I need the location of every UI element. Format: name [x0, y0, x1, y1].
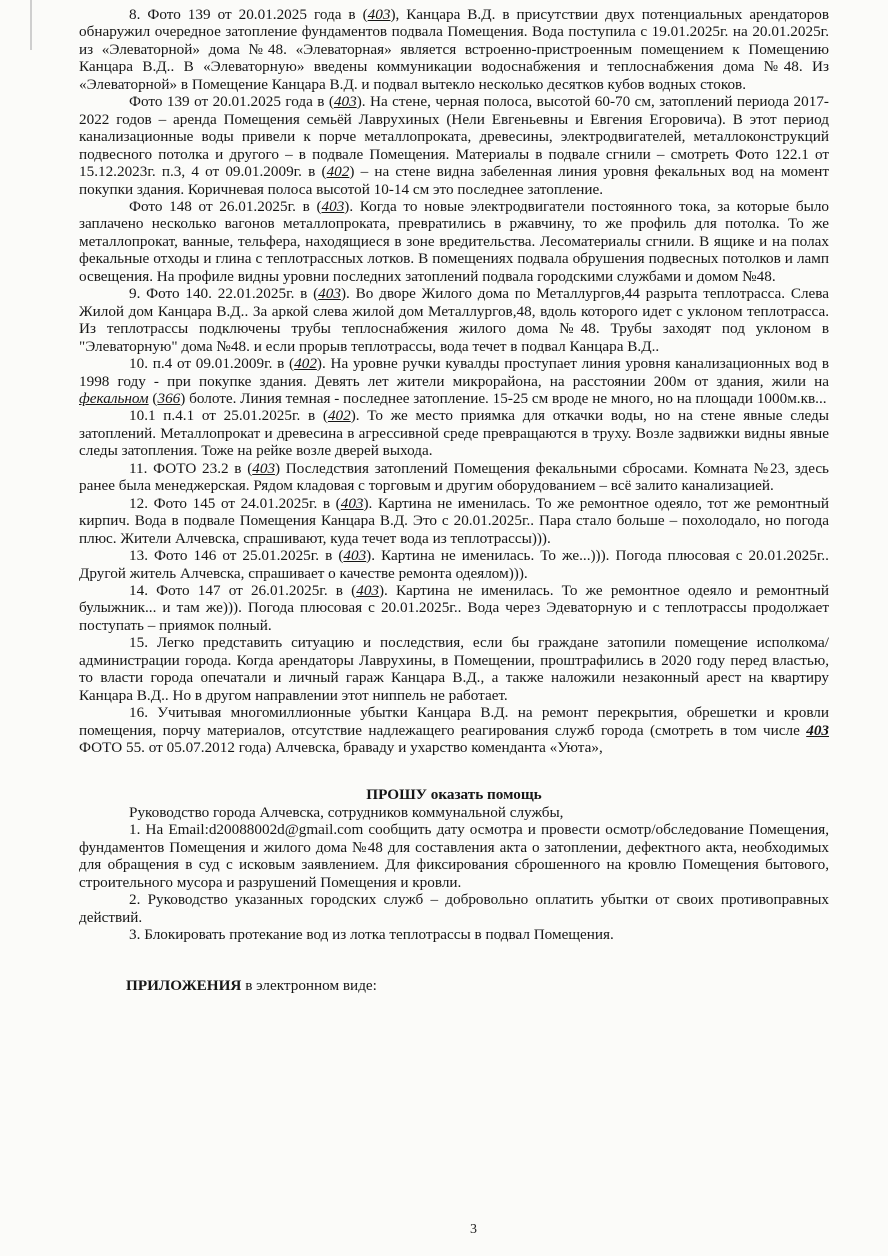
- paragraph-text: ). Когда то новые электродвигатели постоянного тока, за которые было заплачено несколько вагонов металлопроката, превратились в ржавчину, то же профиль для потолка. То же металлопрокат, ванные, тельфера, находящиеся в зоне вредительства. Лесоматериалы сгнили. В ящике и на полах фекальные отходы и глина с теплотрассных лотков. В помещениях подвала обрушения подвесных потолков и ламп освещения. На профиле видны уровни последних затоплений подвала городскими службами и домом №48.: [79, 197, 829, 285]
- photo-reference: фекальном: [79, 389, 149, 407]
- paragraph-text: 16. Учитывая многомиллионные убытки Канцара В.Д. на ремонт перекрытия, обрешетки и кровли помещения, порчу материалов, отсутствие надлежащего реагирования служб города (смотреть в том числе: [79, 704, 829, 739]
- paragraph-text: ). То же место приямка для откачки воды, но на стене явные следы затоплений. Металлопрокат и древесина в агрессивной среде превращаются в труху. Возле задвижки видны явные следы затопления. Тоже на рейке возле дверей выхода.: [79, 407, 829, 460]
- paragraph-p12: [79, 495, 829, 547]
- photo-reference: 403: [343, 547, 367, 565]
- paragraph-text: 10.1 п.4.1 от 25.01.2025г. в (: [129, 407, 328, 425]
- document-body: [79, 6, 829, 994]
- paragraph-text: (: [148, 389, 158, 407]
- paragraph-text: ). Картина не именилась. То же...))). Погода плюсовая с 20.01.2025г.. Другой житель Алчевска, спрашивает о качестве ремонта одеялом))).: [79, 547, 829, 582]
- photo-reference: 402: [294, 355, 317, 373]
- page-number: 3: [470, 1222, 477, 1237]
- paragraph-text: ) болоте. Линия темная - последнее затопление. 15-25 см вроде не много, но на площади 1000м.кв...: [180, 389, 827, 407]
- photo-reference: 403: [806, 721, 829, 739]
- photo-reference: 403: [333, 93, 357, 111]
- paragraph-text: 8. Фото 139 от 20.01.2025 года в (: [129, 6, 368, 23]
- request-item-3: 3. Блокировать протекание вод из лотка теплотрассы в подвал Помещения.: [129, 926, 614, 944]
- paragraph-text: ФОТО 55. от 05.07.2012 года) Алчевска, браваду и ухарство коменданта «Уюта»,: [79, 739, 603, 757]
- paragraph-text: ), Канцара В.Д. в присутствии двух потенциальных арендаторов обнаружил очередное затопление фундаментов подвала Помещения. Вода поступила с 19.01.2025г. на 20.01.2025г. из «Элеваторной» дома №48. «Элеваторная» является встроенно-пристроенным помещением к Помещению Канцара В.Д.. В «Элеваторную» введены коммуникации водоснабжения и теплоснабжения дома №48. Из «Элеваторной» в Помещение Канцара В.Д. и подвал вытекло несколько десятков кубов водных стоков.: [79, 6, 829, 93]
- paragraph-p8b: [79, 93, 829, 198]
- paragraph-text: ) Последствия затоплений Помещения фекальными сбросами. Комната №23, здесь ранее была менеджерская. Рядом кладовая с торговым и другим оборудованием – всё залито канализацией.: [79, 459, 829, 495]
- request-item-1: 1. На Email:d20088002d@gmail.com сообщить дату осмотра и провести осмотр/обследование Помещения, фундаментов Помещения и жилого дома №48 для составления акта о затоплении, дефектного акта, необходимых для обращения в суд с исковым заявлением. Для фиксирования сброшенного на кровлю Помещения бытового, строительного мусора и разрушений Помещения и кровли.: [79, 821, 829, 891]
- appendix-line: [126, 977, 829, 994]
- scan-margin-mark: [30, 0, 32, 50]
- photo-reference: 403: [356, 581, 379, 599]
- paragraph-p10: [79, 355, 829, 407]
- photo-reference: 403: [321, 197, 345, 215]
- paragraph-text: ). Картина не именилась. То же ремонтное одеяло и ремонтный булыжник... и там же))). Погода плюсовая с 20.01.2025г.. Вода через Эдеваторную и с теплотрассы продолжает поступать – приямок полный.: [79, 581, 829, 634]
- paragraph-text: ). На уровне ручки кувалды проступает линия уровня канализационных вод в 1998 году - при покупке здания. Девять лет жители микрорайона, на расстоянии 200м от здания, жили на: [79, 355, 830, 390]
- paragraph-p11: [79, 460, 829, 495]
- paragraph-text: ). Картина не именилась. То же ремонтное одеяло, тот же ремонтный кирпич. Вода в подвале Помещения Канцара В.Д. Это с 20.01.2025г.. Пара стало больше – похолодало, но погода плюс. Жители Алчевска, спрашивают, куда течет вода из теплотрассы))).: [79, 494, 830, 547]
- paragraph-p8: [79, 6, 829, 93]
- paragraph-text: 10. п.4 от 09.01.2009г. в (: [129, 355, 295, 373]
- paragraph-text: 14. Фото 147 от 26.01.2025г. в (: [129, 581, 357, 599]
- paragraph-text: Фото 139 от 20.01.2025 года в (: [129, 93, 334, 111]
- photo-reference: 403: [340, 494, 364, 512]
- paragraph-text: ). На стене, черная полоса, высотой 60-70 см, затоплений периода 2017-2022 годов – аренда Помещения семьёй Лаврухиных (Нели Евгеньевны и Евгения Егоровича). В этот период канализационные воды привели к порче металлопроката, древесины, электродвигателей, металлоконструкций подвесного потолка и другого – в подвале Помещения. Материалы в подвале сгнили – смотреть Фото 122.1 от 15.12.2023г. п.3, 4 от 09.01.2009г. в (: [79, 93, 829, 181]
- paragraph-text: Фото 148 от 26.01.2025г. в (: [129, 197, 322, 215]
- photo-reference: 403: [252, 459, 276, 477]
- appendix-rest: в электронном виде:: [241, 976, 377, 994]
- paragraph-text: 15. Легко представить ситуацию и последствия, если бы граждане затопили помещение исполкома/администрации города. Когда арендаторы Лаврухины, в Помещении, проштрафились в 2020 году перед властью, то власти города опечатали и личный гараж Канцара В.Д., а также наложили незаконный арест на квартиру Канцара В.Д.. Но в другом направлении этот ниппель не работает.: [79, 634, 829, 704]
- paragraph-p13: [79, 547, 829, 582]
- photo-reference: 366: [157, 389, 181, 407]
- photo-reference: 402: [327, 407, 351, 425]
- paragraph-p16: [79, 704, 829, 756]
- paragraph-text: 12. Фото 145 от 24.01.2025г. в (: [129, 494, 341, 512]
- request-intro: Руководство города Алчевска, сотрудников коммунальной службы,: [129, 803, 564, 821]
- photo-reference: 402: [326, 163, 350, 181]
- paragraph-p148: [79, 198, 829, 285]
- paragraph-p9: [79, 285, 829, 355]
- photo-reference: 403: [367, 6, 391, 23]
- paragraph-text: ). Во дворе Жилого дома по Металлургов,44 разрыта теплотрасса. Слева Жилой дом Канцара В.Д.. За аркой слева жилой дом Металлургов,48, вдоль которого идет с уклоном теплотрасса. Из теплотрассы подключены трубы теплоснабжения жилого дома №48. Трубы заходят под уклоном в "Элеваторную" дома №48. и если прорыв теплотрассы, вода течет в подвал Канцара В.Д..: [79, 285, 829, 355]
- request-item-2: 2. Руководство указанных городских служб – добровольно оплатить убытки от своих противоправных действий.: [79, 891, 829, 926]
- paragraph-p14: [79, 582, 829, 634]
- paragraph-text: 11. ФОТО 23.2 в (: [129, 459, 253, 477]
- paragraph-text: 13. Фото 146 от 25.01.2025г. в (: [129, 547, 344, 565]
- photo-reference: 403: [318, 285, 341, 303]
- paragraph-text: ) – на стене видна забеленная линия уровня фекальных вод на момент покупки здания. Коричневая полоса высотой 10-14 см это последнее затопление.: [79, 163, 829, 198]
- paragraph-p15: [79, 634, 829, 704]
- request-title: ПРОШУ оказать помощь: [366, 786, 542, 804]
- paragraph-p101: [79, 407, 829, 459]
- paragraph-list: [79, 6, 829, 756]
- paragraph-text: 9. Фото 140. 22.01.2025г. в (: [129, 285, 319, 303]
- appendix-label: ПРИЛОЖЕНИЯ: [126, 976, 242, 994]
